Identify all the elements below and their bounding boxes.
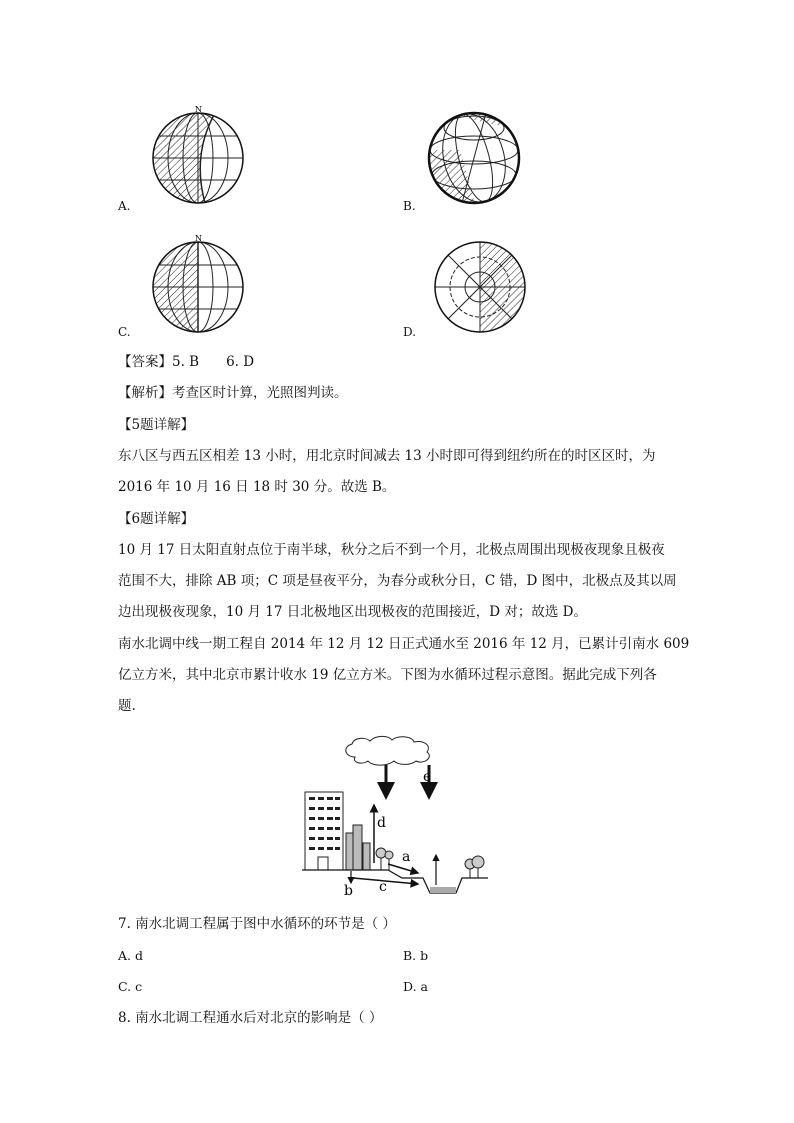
- globe-a-north-label: N: [195, 105, 202, 114]
- analysis-line: 【解析】考查区时计算，光照图判读。: [118, 385, 348, 401]
- option-a-label: A.: [118, 199, 131, 213]
- label-b: b: [344, 883, 353, 899]
- answer-line: 【答案】5. B 6. D: [118, 354, 255, 370]
- cloud-icon: [346, 736, 430, 765]
- q5-header: 【5题详解】: [118, 417, 195, 433]
- q7-option-a: A. d: [118, 948, 143, 963]
- globe-b: [429, 107, 519, 209]
- label-c: c: [379, 879, 387, 895]
- q7-option-d: D. a: [403, 979, 428, 994]
- option-c-label: C.: [118, 325, 131, 339]
- q7-option-c: C. c: [118, 979, 143, 994]
- water-cycle-diagram: [290, 735, 500, 900]
- intro-line: 南水北调中线一期工程自 2014 年 12 月 12 日正式通水至 2016 年 12 月，已累计引南水 609: [118, 636, 690, 652]
- q5-line: 东八区与西五区相差 13 小时，用北京时间减去 13 小时即可得到纽约所在的时区区时，为: [118, 448, 656, 464]
- q5-line: 2016 年 10 月 16 日 18 时 30 分。故选 B。: [118, 479, 396, 495]
- q6-line: 10 月 17 日太阳直射点位于南半球，秋分之后不到一个月，北极点周围出现极夜现象且极夜: [118, 542, 665, 558]
- q8-stem: 8. 南水北调工程通水后对北京的影响是（ ）: [118, 1010, 383, 1026]
- q7-stem: 7. 南水北调工程属于图中水循环的环节是（ ）: [118, 916, 396, 932]
- intro-line: 题.: [118, 698, 136, 714]
- label-a: a: [402, 849, 411, 865]
- tree-icon: [376, 848, 484, 878]
- option-d-label: D.: [403, 325, 417, 339]
- label-e: e: [423, 769, 432, 785]
- q6-line: 范围不大，排除 AB 项；C 项是昼夜平分，为春分或秋分日，C 错，D 图中，北极点及其以周: [118, 573, 677, 589]
- intro-line: 亿立方米，其中北京市累计收水 19 亿立方米。下图为水循环过程示意图。据此完成下列各: [118, 667, 657, 683]
- building-icon: [305, 792, 370, 870]
- option-b-label: B.: [403, 199, 416, 213]
- label-d: d: [377, 815, 386, 831]
- q7-option-b: B. b: [403, 948, 429, 963]
- globe-figures: [0, 0, 794, 350]
- globe-c-north-label: N: [195, 234, 202, 243]
- q6-line: 边出现极夜现象，10 月 17 日北极地区出现极夜的范围接近，D 对；故选 D。: [118, 604, 587, 620]
- q6-header: 【6题详解】: [118, 511, 195, 527]
